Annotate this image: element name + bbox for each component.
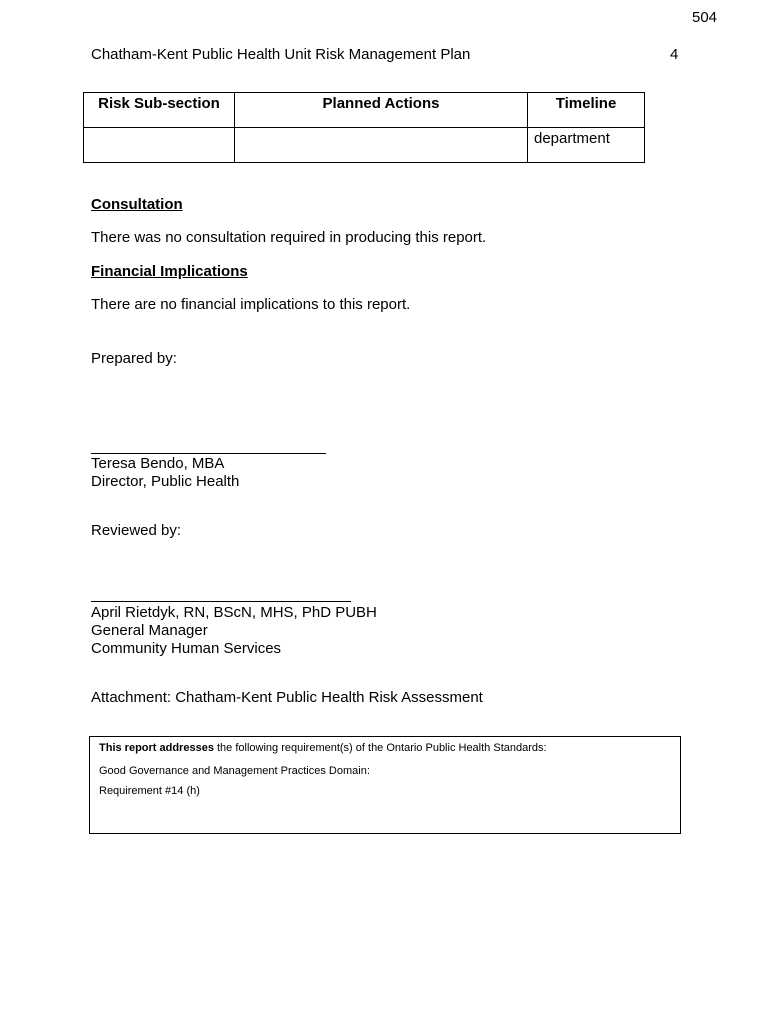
reviewed-by-label: Reviewed by: — [91, 522, 182, 539]
header-page-number: 4 — [670, 46, 679, 63]
column-header-risk-sub-section: Risk Sub-section — [84, 93, 235, 128]
consultation-heading: Consultation — [91, 196, 183, 213]
requirements-intro-rest: the following requirement(s) of the Ontario Public Health Standards: — [213, 742, 547, 754]
reviewed-by-name: April Rietdyk, RN, BScN, MHS, PhD PUBH — [91, 604, 377, 621]
requirements-domain: Good Governance and Management Practices Domain: — [99, 765, 370, 777]
attachment-line: Attachment: Chatham-Kent Public Health Risk Assessment — [91, 689, 483, 706]
column-header-planned-actions: Planned Actions — [235, 93, 528, 128]
document-header-title: Chatham-Kent Public Health Unit Risk Management Plan — [91, 46, 471, 63]
column-header-timeline: Timeline — [528, 93, 645, 128]
prepared-by-title: Director, Public Health — [91, 473, 240, 490]
table-cell: department — [528, 128, 645, 163]
requirements-box — [89, 736, 681, 834]
consultation-text: There was no consultation required in producing this report. — [91, 229, 487, 246]
prepared-by-label: Prepared by: — [91, 350, 177, 367]
requirements-number: Requirement #14 (h) — [99, 785, 200, 797]
requirements-intro-bold: This report addresses — [99, 742, 214, 754]
reviewed-signature-line — [91, 601, 351, 602]
page-number: 504 — [692, 9, 718, 26]
table-header-row — [84, 93, 645, 128]
reviewed-by-department: Community Human Services — [91, 640, 282, 657]
requirements-intro — [99, 742, 547, 754]
table-cell — [84, 128, 235, 163]
financial-implications-heading: Financial Implications — [91, 263, 248, 280]
table-cell — [235, 128, 528, 163]
reviewed-by-title: General Manager — [91, 622, 208, 639]
prepared-signature-line — [91, 453, 326, 454]
risk-plan-table — [83, 92, 645, 163]
financial-implications-text: There are no financial implications to this report. — [91, 296, 411, 313]
prepared-by-name: Teresa Bendo, MBA — [91, 455, 225, 472]
table-row — [84, 128, 645, 163]
